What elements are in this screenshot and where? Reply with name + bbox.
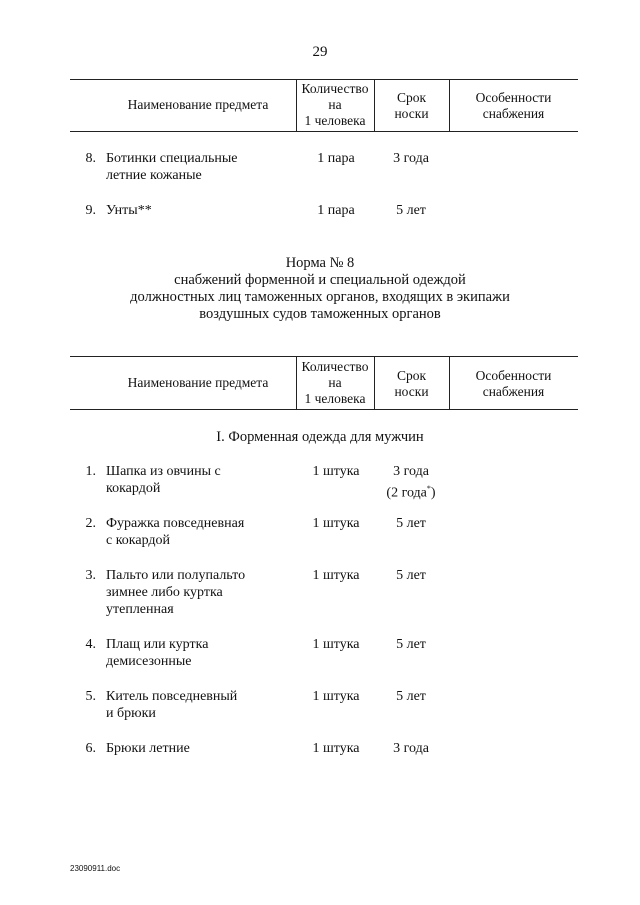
row-item-name: [106, 463, 276, 497]
row-item-name: [106, 740, 276, 757]
row-item-name-line: утепленная: [106, 602, 174, 617]
row-item-name-line: демисезонные: [106, 654, 192, 669]
row-item-name-line: кокардой: [106, 481, 161, 496]
row-item-name-line: летние кожаные: [106, 168, 202, 183]
row-item-name: [106, 202, 276, 219]
row-quantity: 1 пара: [317, 151, 355, 166]
norm-title: Норма № 8: [285, 255, 355, 271]
header-features-line: снабжения: [482, 106, 545, 121]
footer-filename: 23090911.doc: [70, 864, 121, 873]
header-qty-line: на: [328, 375, 342, 390]
norm-subtitle-line: воздушных судов таможенных органов: [199, 306, 441, 322]
header-qty-line: 1 человека: [304, 391, 366, 406]
row-number: 8.: [85, 151, 96, 166]
table1-header-bottom-rule: [70, 131, 578, 132]
row-term: 5 лет: [396, 637, 426, 652]
row-item-name-line: Плащ или куртка: [106, 637, 209, 652]
header-features-line: Особенности: [475, 368, 552, 383]
row-term: 5 лет: [396, 689, 426, 704]
row-item-name: [106, 688, 276, 722]
row-quantity: 1 пара: [317, 203, 355, 218]
header-qty-line: 1 человека: [304, 113, 366, 128]
row-term-alt-close: ): [430, 485, 436, 501]
header-features: [449, 90, 578, 122]
row-quantity: 1 штука: [312, 741, 360, 756]
header-term-line: Срок: [396, 368, 427, 383]
table2-header-top-rule: [70, 356, 578, 357]
row-item-name-line: Фуражка повседневная: [106, 516, 245, 531]
header-qty: [296, 81, 374, 129]
row-item-name-line: Пальто или полупальто: [106, 568, 246, 583]
row-item-name-line: Ботинки специальные: [106, 151, 238, 166]
table1-header-top-rule: [70, 79, 578, 80]
header-features-line: Особенности: [475, 90, 552, 105]
row-item-name: [106, 567, 276, 618]
row-term-alt: [374, 480, 448, 502]
row-quantity: 1 штука: [312, 516, 360, 531]
row-item-name-line: Шапка из овчины с: [106, 464, 221, 479]
row-term: 5 лет: [396, 516, 426, 531]
header-term-line: Срок: [396, 90, 427, 105]
row-item-name-line: и брюки: [106, 706, 156, 721]
header-term: [374, 90, 449, 122]
row-item-name-line: Китель повседневный: [106, 689, 238, 704]
section-title: I. Форменная одежда для мужчин: [216, 429, 424, 445]
header-name: Наименование предмета: [127, 97, 269, 112]
row-term-alt-text: (2 года: [386, 485, 427, 501]
row-number: 9.: [85, 203, 96, 218]
header-qty-line: на: [328, 97, 342, 112]
row-term: 3 года: [393, 741, 429, 756]
header-term: [374, 368, 449, 400]
header-qty-line: Количество: [301, 81, 369, 96]
row-item-name: [106, 150, 276, 184]
header-qty: [296, 359, 374, 407]
footnote-marker: *: [426, 484, 431, 493]
row-item-name-line: Брюки летние: [106, 741, 190, 756]
row-item-name-line: Унты**: [106, 203, 152, 218]
row-number: 1.: [85, 464, 96, 479]
row-item-name-line: с кокардой: [106, 533, 171, 548]
header-term-line: носки: [394, 384, 429, 399]
row-number: 5.: [85, 689, 96, 704]
row-term: [374, 463, 448, 502]
row-term-value: 3 года: [393, 464, 429, 479]
header-qty-line: Количество: [301, 359, 369, 374]
header-features-line: снабжения: [482, 384, 545, 399]
norm-subtitle-line: снабжений форменной и специальной одеждой: [174, 272, 466, 288]
row-term: 5 лет: [396, 203, 426, 218]
page-number: 29: [312, 44, 328, 60]
row-number: 3.: [85, 568, 96, 583]
header-features: [449, 368, 578, 400]
row-item-name: [106, 636, 276, 670]
header-name: Наименование предмета: [127, 375, 269, 390]
norm-subtitle-line: должностных лиц таможенных органов, входящих в экипажи: [130, 289, 510, 305]
row-term: 3 года: [393, 151, 429, 166]
table2-header-bottom-rule: [70, 409, 578, 410]
row-quantity: 1 штука: [312, 637, 360, 652]
row-number: 2.: [85, 516, 96, 531]
row-number: 6.: [85, 741, 96, 756]
row-quantity: 1 штука: [312, 689, 360, 704]
row-quantity: 1 штука: [312, 464, 360, 479]
row-term: 5 лет: [396, 568, 426, 583]
header-term-line: носки: [394, 106, 429, 121]
row-item-name: [106, 515, 276, 549]
row-quantity: 1 штука: [312, 568, 360, 583]
row-number: 4.: [85, 637, 96, 652]
row-item-name-line: зимнее либо куртка: [106, 585, 223, 600]
